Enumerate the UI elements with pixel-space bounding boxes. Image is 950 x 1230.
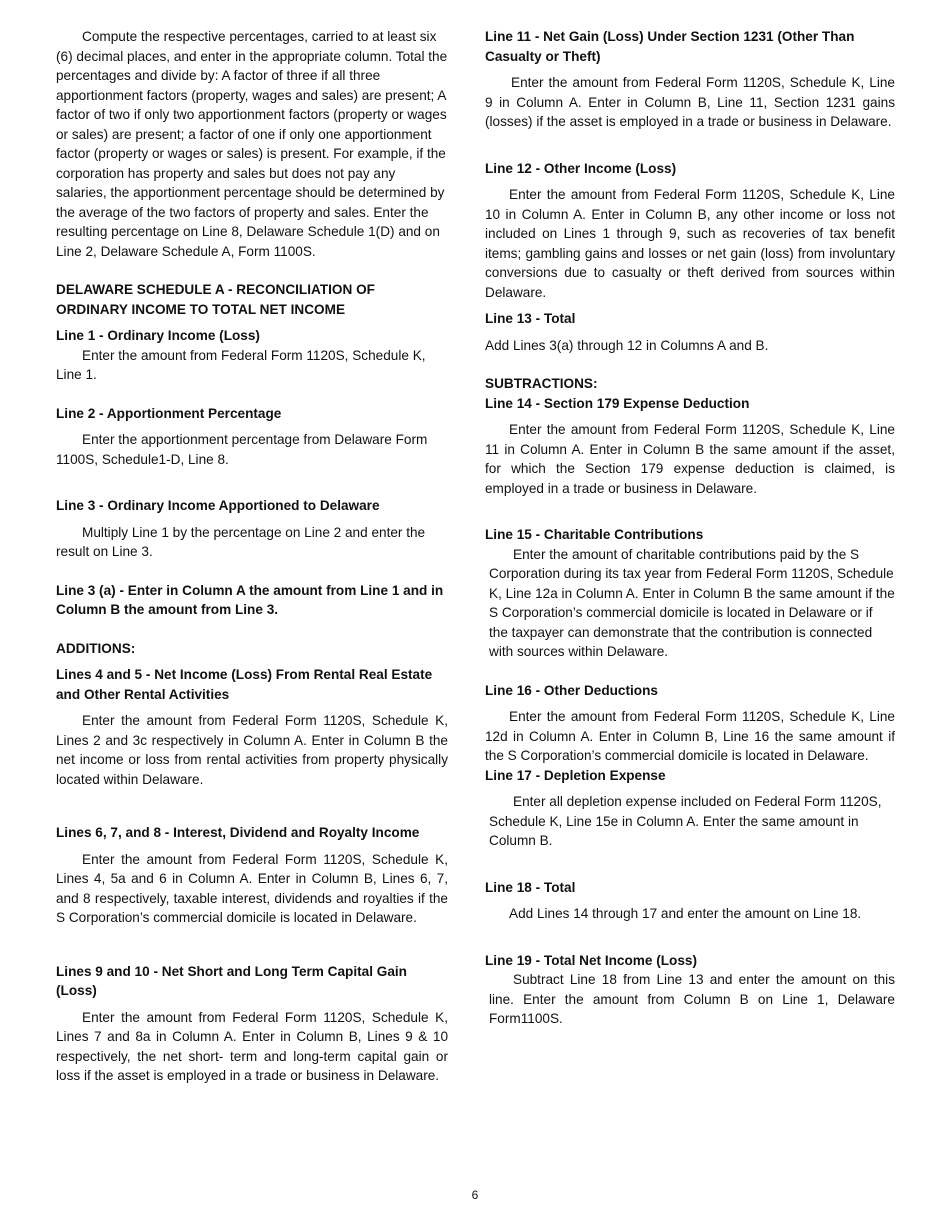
line13-text: Add Lines 3(a) through 12 in Columns A and B. bbox=[485, 337, 769, 353]
line17-text: Enter all depletion expense included on Federal Form 1120S, Schedule K, Line 15e in Column A. Enter the same amount in Column B. bbox=[489, 794, 882, 848]
line15-text: Enter the amount of charitable contributions paid by the S Corporation during its tax year from Federal Form 1120S, Schedule K, Line 12a in Column A. Enter in Column B the same amount if the S Corporation’s commercial domicile is located in Delaware or if the taxpayer can demonstrate that the contribution is connected with sources within Delaware. bbox=[489, 546, 895, 659]
line2-text: Enter the apportionment percentage from Delaware Form 1100S, Schedule1-D, Line 8. bbox=[56, 432, 428, 467]
line2-heading: Line 2 - Apportionment Percentage bbox=[56, 405, 282, 421]
lines4-5-text: Enter the amount from Federal Form 1120S, Schedule K, Lines 2 and 3c respectively in Column A. Enter in Column B the net income or loss from rental activities from property physically located within Delaware. bbox=[56, 713, 448, 787]
page-number: 6 bbox=[471, 1188, 479, 1202]
line1-heading: Line 1 - Ordinary Income (Loss) bbox=[56, 328, 260, 343]
line16-heading: Line 16 - Other Deductions bbox=[485, 682, 658, 698]
lines6-8-heading: Lines 6, 7, and 8 - Interest, Dividend and Royalty Income bbox=[56, 825, 420, 840]
line19-heading: Line 19 - Total Net Income (Loss) bbox=[485, 952, 697, 968]
line14-text: Enter the amount from Federal Form 1120S, Schedule K, Line 11 in Column A. Enter in Column B the same amount if the asset, for which the Section 179 expense deduction is claimed, is employed in a trade or business in Delaware. bbox=[485, 422, 895, 496]
line1-text: Enter the amount from Federal Form 1120S, Schedule K, Line 1. bbox=[56, 347, 426, 382]
line18-text: Add Lines 14 through 17 and enter the amount on Line 18. bbox=[509, 906, 862, 921]
apportionment-intro: Compute the respective percentages, carried to at least six (6) decimal places, and enter in the appropriate column. Total the percentages and divide by: A factor of three if all three apportionment factors (property, wages and sales) are present; A factor of two if only two apportionment factors (property or wages or sales) are present; a factor of one if only one apportionment factor (property or wages or sales) is present. For example, if the corporation has property and sales but does not pay any salaries, the apportionment percentage should be determined by the average of the two factors of property and sales. Enter the resulting percentage on Line 8, Delaware Schedule 1(D) and on Line 2, Delaware Schedule A, Form 1100S. bbox=[56, 29, 448, 259]
line3-text: Multiply Line 1 by the percentage on Line 2 and enter the result on Line 3. bbox=[56, 524, 426, 559]
line19-text: Subtract Line 18 from Line 13 and enter the amount on this line. Enter the amount from Column B on Line 1, Delaware Form1100S. bbox=[489, 972, 895, 1026]
line15-heading: Line 15 - Charitable Contributions bbox=[485, 527, 704, 542]
line17-heading: Line 17 - Depletion Expense bbox=[485, 767, 666, 783]
line16-text: Enter the amount from Federal Form 1120S, Schedule K, Line 12d in Column A. Enter in Column B, Line 16 the same amount if the S Corporation’s commercial domicile is located in Delaware. bbox=[485, 709, 895, 763]
line12-text: Enter the amount from Federal Form 1120S, Schedule K, Line 10 in Column A. Enter in Column B, any other income or loss not included on Lines 1 through 9, such as recoveries of tax benefit items; gambling gains and losses or net gain (loss) from involuntary conversions due to casualty or theft derived from sources within Delaware. bbox=[485, 187, 895, 300]
line13-heading: Line 13 - Total bbox=[485, 311, 576, 326]
lines4-5-heading: Lines 4 and 5 - Net Income (Loss) From Rental Real Estate and Other Rental Activities bbox=[56, 667, 433, 702]
right-column bbox=[485, 27, 895, 1029]
line11-heading: Line 11 - Net Gain (Loss) Under Section 1231 (Other Than Casualty or Theft) bbox=[485, 29, 855, 64]
line3-heading: Line 3 - Ordinary Income Apportioned to Delaware bbox=[56, 498, 380, 513]
left-column bbox=[56, 27, 448, 1086]
line11-text: Enter the amount from Federal Form 1120S, Schedule K, Line 9 in Column A. Enter in Column B, Line 11, Section 1231 gains (losses) if the asset is employed in a trade or business in Delaware. bbox=[485, 75, 895, 129]
lines9-10-text: Enter the amount from Federal Form 1120S, Schedule K, Lines 7 and 8a in Column A. Enter in Column B, Lines 9 & 10 respectively, the net short- term and long-term capital gain or loss if the asset is employed in a trade or business in Delaware. bbox=[56, 1009, 448, 1083]
line18-heading: Line 18 - Total bbox=[485, 879, 576, 895]
additions-heading: ADDITIONS: bbox=[56, 640, 136, 656]
lines9-10-heading: Lines 9 and 10 - Net Short and Long Term Capital Gain (Loss) bbox=[56, 963, 407, 998]
line14-heading: Line 14 - Section 179 Expense Deduction bbox=[485, 395, 750, 411]
line12-heading: Line 12 - Other Income (Loss) bbox=[485, 160, 677, 176]
subtractions-heading: SUBTRACTIONS: bbox=[485, 376, 598, 391]
schedule-a-heading: DELAWARE SCHEDULE A - RECONCILIATION OF ORDINARY INCOME TO TOTAL NET INCOME bbox=[56, 282, 375, 317]
lines6-8-text: Enter the amount from Federal Form 1120S, Schedule K, Lines 4, 5a and 6 in Column A. Enter in Column B, Lines 6, 7, and 8 respectively, taxable interest, dividends and royalties if the S Corporation’s commercial domicile is located in Delaware. bbox=[56, 851, 448, 925]
line3a-heading: Line 3 (a) - Enter in Column A the amount from Line 1 and in Column B the amount from Line 3. bbox=[56, 582, 444, 617]
